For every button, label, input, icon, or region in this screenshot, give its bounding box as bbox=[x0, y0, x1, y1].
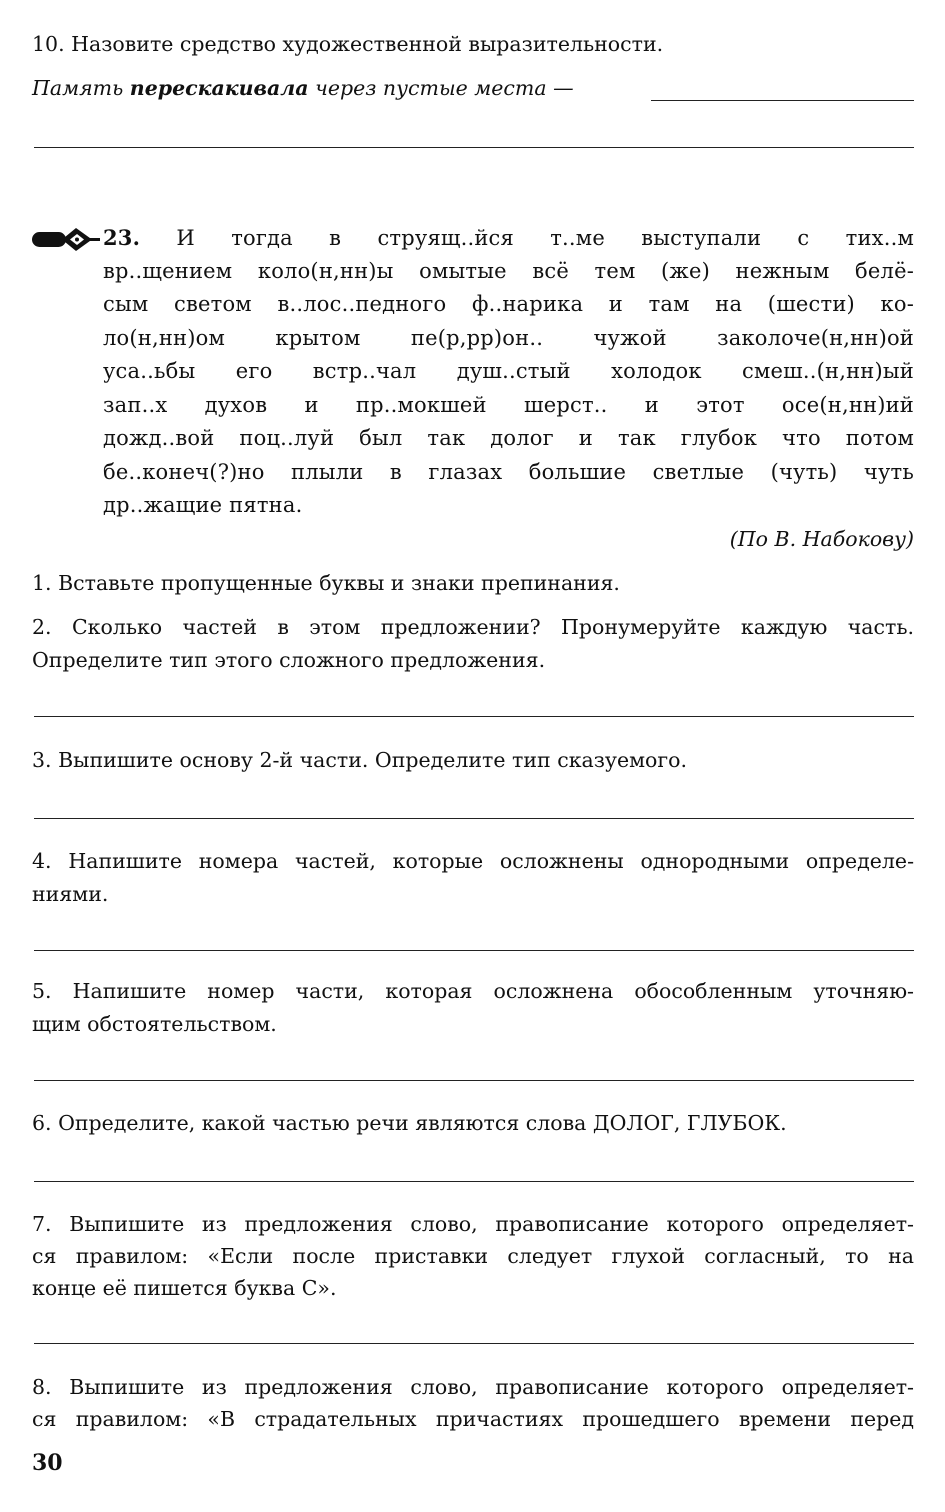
exercise-line: др..жащие пятна. bbox=[103, 493, 303, 517]
exercise-number: 23. bbox=[103, 225, 141, 250]
task-5-line: 5. Напишите номер части, которая осложнена обособленным уточняю- bbox=[32, 979, 914, 1003]
answer-line bbox=[34, 818, 914, 819]
task-1: 1. Вставьте пропущенные буквы и знаки препинания. bbox=[32, 571, 620, 595]
exercise-line: уса..ьбы его встр..чал душ..стый холодок смеш..(н,нн)ый bbox=[103, 359, 914, 383]
exercise-line-text: И тогда в струящ..йся т..ме выступали с тих..м bbox=[140, 226, 914, 250]
memory-highlight: перескакивала bbox=[129, 76, 309, 100]
question-10: 10. Назовите средство художественной выразительности. bbox=[32, 32, 664, 56]
task-5-line: щим обстоятельством. bbox=[32, 1012, 277, 1036]
task-3: 3. Выпишите основу 2-й части. Определите тип сказуемого. bbox=[32, 748, 687, 772]
page-number: 30 bbox=[32, 1450, 63, 1476]
task-8-line: 8. Выпишите из предложения слово, правописание которого определяет- bbox=[32, 1375, 914, 1399]
task-6: 6. Определите, какой частью речи являются слова ДОЛОГ, ГЛУБОК. bbox=[32, 1111, 787, 1135]
author-attribution: (По В. Набокову) bbox=[729, 527, 914, 551]
answer-line bbox=[651, 100, 914, 101]
answer-line bbox=[34, 950, 914, 951]
task-7-line: 7. Выпишите из предложения слово, правописание которого определяет- bbox=[32, 1212, 914, 1236]
memory-prefix: Память bbox=[32, 76, 130, 100]
answer-line bbox=[34, 147, 914, 148]
memory-suffix: через пустые места — bbox=[308, 76, 574, 100]
task-2-line: 2. Сколько частей в этом предложении? Пронумеруйте каждую часть. bbox=[32, 615, 914, 639]
exercise-23-text bbox=[103, 221, 914, 523]
answer-line bbox=[34, 716, 914, 717]
exercise-line: вр..щением коло(н,нн)ы омытые всё тем (же) нежным белё- bbox=[103, 258, 914, 283]
task-8-line: ся правилом: «В страдательных причастиях прошедшего времени перед bbox=[32, 1407, 914, 1431]
task-7-line: ся правилом: «Если после приставки следует глухой согласный, то на bbox=[32, 1244, 914, 1268]
exercise-line: дожд..вой поц..луй был так долог и так глубок что потом bbox=[103, 426, 914, 450]
task-7-line: конце её пишется буква С». bbox=[32, 1276, 337, 1300]
task-4-line: ниями. bbox=[32, 882, 109, 906]
exercise-line: сым светом в..лос..педного ф..нарика и там на (шести) ко- bbox=[103, 292, 914, 316]
task-4-line: 4. Напишите номера частей, которые осложнены однородными определе- bbox=[32, 849, 914, 873]
exercise-line bbox=[103, 221, 914, 255]
answer-line bbox=[34, 1181, 914, 1182]
memory-phrase bbox=[32, 72, 632, 105]
exercise-line: ло(н,нн)ом крытом пе(р,рр)он.. чужой заколоче(н,нн)ой bbox=[103, 325, 914, 350]
pen-nib-icon bbox=[30, 222, 100, 258]
exercise-line: бе..конеч(?)но плыли в глазах большие светлые (чуть) чуть bbox=[103, 459, 914, 484]
task-2-line: Определите тип этого сложного предложения. bbox=[32, 648, 546, 672]
exercise-line: зап..х духов и пр..мокшей шерст.. и этот осе(н,нн)ий bbox=[103, 392, 914, 417]
answer-line bbox=[34, 1080, 914, 1081]
answer-line bbox=[34, 1343, 914, 1344]
